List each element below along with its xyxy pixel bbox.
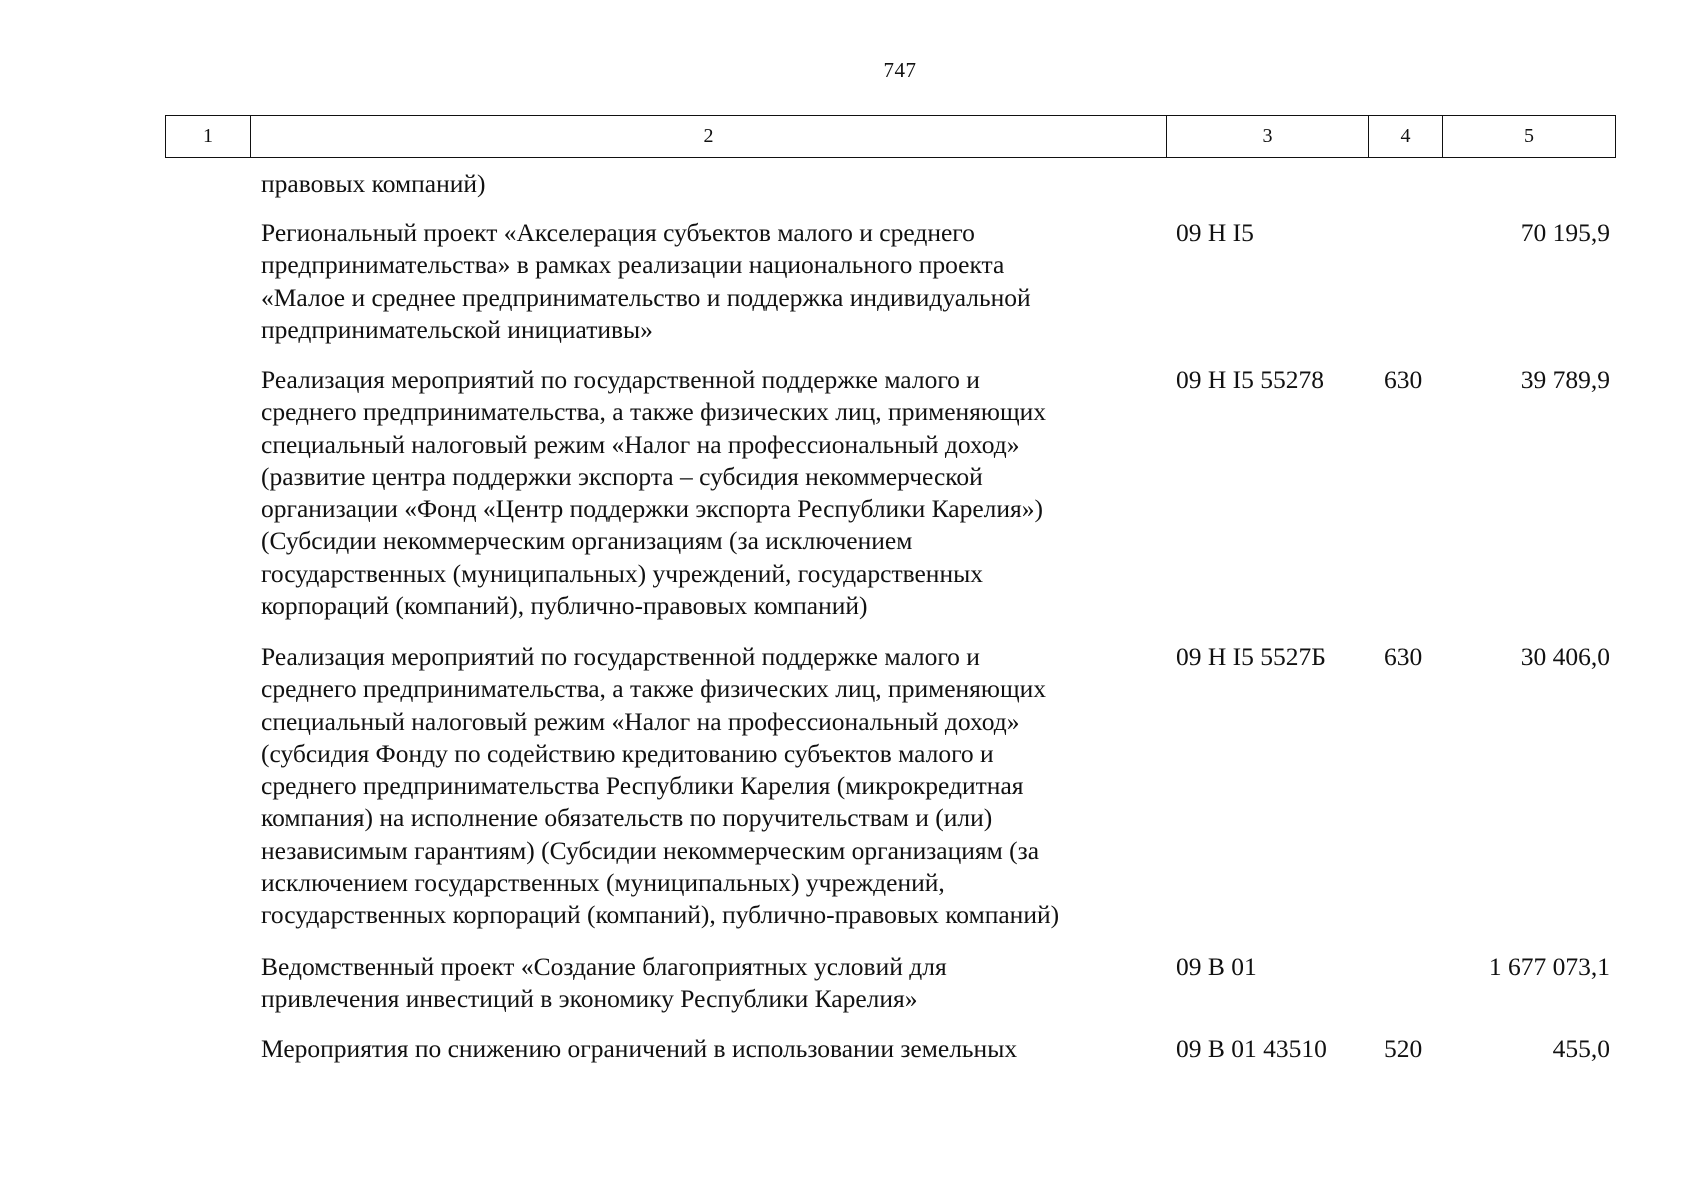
row-code: 09 Н I5 5527Б: [1176, 642, 1326, 671]
row-description: Реализация мероприятий по государственной поддержке малого и среднего предпринимательства, а также физических лиц, применяющих специальный налоговый режим «Налог на профессиональный доход» (субсидия Фонду по содействию кредитованию субъектов малого и среднего предпринимательства Республики Карелия (микрокредитная компания) на исполнение обязательств по поручительствам и (или) независимым гарантиям) (Субсидии некоммерческим организациям (за исключением государственных (муниципальных) учреждений, государственных корпораций (компаний), публично-правовых компаний): [261, 642, 1060, 930]
row-description: Реализация мероприятий по государственной поддержке малого и среднего предпринимательства, а также физических лиц, применяющих специальный налоговый режим «Налог на профессиональный доход» (развитие центра поддержки экспорта – субсидия некоммерческой организации «Фонд «Центр поддержки экспорта Республики Карелия») (Субсидии некоммерческим организациям (за исключением государственных (муниципальных) учреждений, государственных корпораций (компаний), публично-правовых компаний): [261, 365, 1046, 621]
row-code: 09 Н I5 55278: [1176, 365, 1325, 394]
row-amount: 1 677 073,1: [1488, 952, 1610, 981]
row-code: 09 Н I5: [1176, 218, 1254, 247]
row-amount: 30 406,0: [1520, 642, 1610, 671]
row-type: 520: [1384, 1034, 1423, 1063]
row-code: 09 В 01: [1176, 952, 1257, 981]
row-type: 630: [1384, 642, 1423, 671]
row-type: 630: [1384, 365, 1423, 394]
column-header-2: 2: [251, 116, 1167, 158]
page-number: 747: [883, 58, 917, 82]
row-code: 09 В 01 43510: [1176, 1034, 1327, 1063]
column-header-5: 5: [1443, 116, 1616, 158]
column-header-4: 4: [1369, 116, 1443, 158]
column-header-1: 1: [166, 116, 251, 158]
row-description: Ведомственный проект «Создание благоприятных условий для привлечения инвестиций в экономику Республики Карелия»: [261, 952, 947, 1014]
row-amount: 455,0: [1552, 1034, 1610, 1063]
row-amount: 70 195,9: [1520, 218, 1610, 247]
column-header-row: [166, 116, 1616, 158]
column-header-3: 3: [1167, 116, 1369, 158]
row-description: Региональный проект «Акселерация субъектов малого и среднего предпринимательства» в рамках реализации национального проекта «Малое и среднее предпринимательство и поддержка индивидуальной предпринимательской инициативы»: [261, 218, 1031, 344]
row-description: Мероприятия по снижению ограничений в использовании земельных: [261, 1034, 1018, 1063]
column-header-table: [165, 115, 1616, 158]
row-amount: 39 789,9: [1520, 365, 1610, 394]
row-description: правовых компаний): [261, 169, 486, 198]
